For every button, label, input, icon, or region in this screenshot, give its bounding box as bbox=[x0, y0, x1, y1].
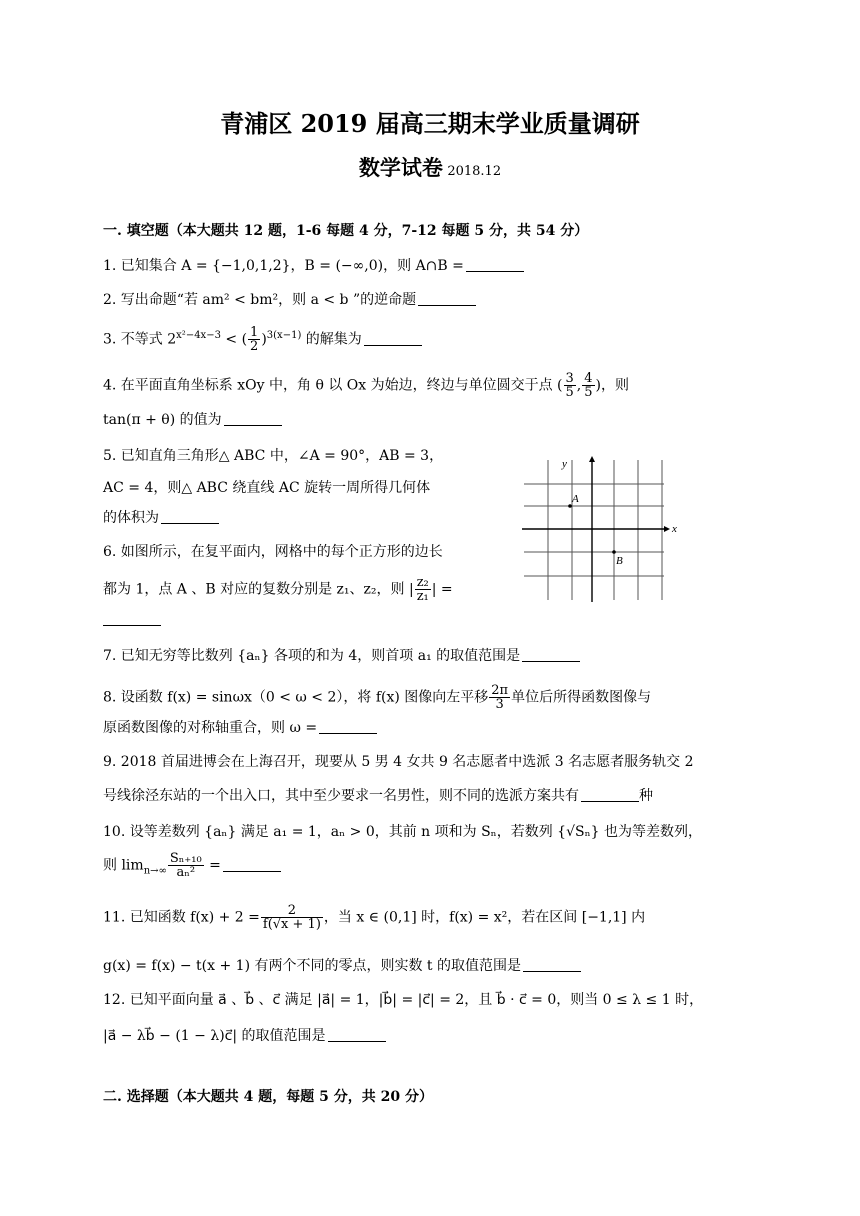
q3-text-c: ) bbox=[261, 331, 267, 348]
question-5-line3 bbox=[103, 508, 219, 528]
q10-limit-sub: n→∞ bbox=[143, 865, 167, 877]
point-b-dot bbox=[612, 550, 616, 554]
q8-fraction bbox=[489, 684, 510, 711]
q4-text-b: )，则 bbox=[595, 377, 629, 394]
question-2 bbox=[103, 290, 476, 310]
section2-heading: 二. 选择题（本大题共 4 题，每题 5 分，共 20 分） bbox=[103, 1089, 433, 1105]
subtitle-text: 数学试卷 bbox=[358, 155, 443, 180]
q3-exponent-2: 3(x−1) bbox=[266, 330, 302, 341]
fraction-denominator: f(√x + 1) bbox=[262, 917, 321, 932]
q4-text-c: tan(π + θ) 的值为 bbox=[103, 412, 222, 428]
answer-blank bbox=[328, 1027, 386, 1042]
q4-text-a: 4. 在平面直角坐标系 xOy 中，角 θ 以 Ox 为始边，终边与单位圆交于点 ( bbox=[103, 377, 563, 394]
y-axis-label: y bbox=[562, 458, 567, 470]
fraction-denominator: 5 bbox=[584, 385, 593, 400]
page-subtitle bbox=[0, 152, 860, 182]
fraction-denominator: 2 bbox=[250, 339, 259, 355]
q3-exponent: x²−4x−3 bbox=[176, 330, 221, 341]
question-10-line1: 10. 设等差数列 {aₙ} 满足 a₁ = 1，aₙ > 0，其前 n 项和为 Sₙ，若数列 {√Sₙ} 也为等差数列， bbox=[103, 824, 703, 840]
q3-text-a: 3. 不等式 2 bbox=[103, 331, 177, 348]
q1-text: 1. 已知集合 A = {−1,0,1,2}，B = (−∞,0)，则 A∩B = bbox=[103, 258, 464, 274]
exam-date: 2018.12 bbox=[447, 164, 502, 179]
question-1 bbox=[103, 256, 524, 276]
fraction-denominator: z₁ bbox=[416, 589, 429, 604]
answer-blank bbox=[364, 331, 422, 346]
question-10-line2 bbox=[103, 852, 281, 881]
fraction-numerator: 1 bbox=[250, 325, 259, 341]
fraction-denominator: 3 bbox=[495, 697, 504, 712]
answer-blank bbox=[418, 291, 476, 306]
q6-fraction bbox=[415, 576, 431, 603]
q4-fraction-1 bbox=[564, 372, 576, 399]
answer-blank bbox=[522, 647, 580, 662]
fraction-denominator: aₙ² bbox=[176, 865, 196, 880]
q11-text-a: 11. 已知函数 f(x) + 2 = bbox=[103, 909, 260, 926]
fraction-numerator: 2 bbox=[261, 904, 323, 918]
question-6-line2 bbox=[103, 576, 453, 603]
x-axis-label: x bbox=[672, 523, 677, 535]
fraction-numerator: z₂ bbox=[416, 575, 429, 590]
q8-text-c: 原函数图像的对称轴重合，则 ω = bbox=[103, 720, 318, 736]
q11-text-b: ，当 x ∈ (0,1] 时，f(x) = x²，若在区间 [−1,1] 内 bbox=[323, 909, 646, 926]
q11-fraction bbox=[261, 904, 323, 931]
section1-heading: 一. 填空题（本大题共 12 题，1-6 每题 4 分，7-12 每题 5 分，共 54 分） bbox=[103, 223, 589, 239]
q8-text-a: 8. 设函数 f(x) = sinωx（0 < ω < 2），将 f(x) 图像向左平移 bbox=[103, 689, 489, 706]
fraction-numerator: 2π bbox=[491, 683, 509, 698]
question-5-line1: 5. 已知直角三角形△ ABC 中，∠A = 90°，AB = 3， bbox=[103, 448, 444, 464]
q6-text-c: | = bbox=[431, 581, 453, 598]
point-b-label: B bbox=[616, 555, 623, 567]
q3-text-d: 的解集为 bbox=[301, 331, 362, 348]
fraction-numerator: Sₙ₊₁₀ bbox=[169, 851, 202, 866]
page-title: 青浦区 2019 届高三期末学业质量调研 bbox=[220, 109, 640, 138]
point-a-label: A bbox=[572, 493, 579, 505]
q10-fraction bbox=[168, 852, 204, 879]
question-11-line2 bbox=[103, 956, 581, 976]
q5-text-c: 的体积为 bbox=[103, 510, 159, 526]
fraction-numerator: 4 bbox=[584, 371, 593, 386]
question-6-line1: 6. 如图所示，在复平面内，网格中的每个正方形的边长 bbox=[103, 544, 443, 560]
fraction-numerator: 3 bbox=[565, 371, 574, 386]
question-3 bbox=[103, 326, 422, 353]
answer-blank bbox=[581, 787, 639, 802]
q6-text-b: 都为 1，点 A 、B 对应的复数分别是 z₁、z₂，则 | bbox=[103, 581, 414, 598]
question-8-line2 bbox=[103, 718, 377, 738]
answer-blank bbox=[223, 857, 281, 872]
q3-fraction bbox=[248, 326, 260, 353]
answer-blank bbox=[161, 509, 219, 524]
answer-blank bbox=[319, 719, 377, 734]
question-4-line2 bbox=[103, 410, 282, 430]
question-6-line3 bbox=[103, 610, 161, 630]
question-11-line1 bbox=[103, 904, 645, 931]
q4-fraction-2 bbox=[582, 372, 594, 399]
question-9-line1: 9. 2018 首届进博会在上海召开，现要从 5 男 4 女共 9 名志愿者中选派 3 名志愿者服务轨交 2 bbox=[103, 754, 694, 770]
q7-text: 7. 已知无穷等比数列 {aₙ} 各项的和为 4，则首项 a₁ 的取值范围是 bbox=[103, 648, 521, 664]
q2-text: 2. 写出命题“若 am² < bm²，则 a < b ”的逆命题 bbox=[103, 292, 417, 308]
q8-text-b: 单位后所得函数图像与 bbox=[511, 689, 652, 706]
answer-blank bbox=[523, 957, 581, 972]
q9-text-c: 种 bbox=[639, 788, 653, 804]
complex-plane-grid bbox=[518, 456, 678, 604]
question-5-line2: AC = 4，则△ ABC 绕直线 AC 旋转一周所得几何体 bbox=[103, 480, 431, 496]
answer-blank bbox=[224, 411, 282, 426]
q11-text-c: g(x) = f(x) − t(x + 1) 有两个不同的零点，则实数 t 的取值范围是 bbox=[103, 958, 522, 974]
question-7 bbox=[103, 646, 580, 666]
answer-blank bbox=[103, 611, 161, 626]
q10-text-c: = bbox=[204, 857, 221, 874]
question-9-line2 bbox=[103, 786, 653, 806]
answer-blank bbox=[466, 257, 524, 272]
q3-text-b: < ( bbox=[220, 331, 248, 348]
question-12-line2 bbox=[103, 1026, 386, 1046]
q10-text-b: 则 lim bbox=[103, 857, 144, 874]
q9-text-b: 号线徐泾东站的一个出入口，其中至少要求一名男性，则不同的选派方案共有 bbox=[103, 788, 579, 804]
question-4-line1: 4. 在平面直角坐标系 xOy 中，角 θ 以 Ox 为始边，终边与单位圆交于点 ( $\frac{3}{5}$ , $\frac{4}{5}$ )，则 bbox=[103, 371, 629, 400]
fraction-denominator: 5 bbox=[565, 385, 574, 400]
question-12-line1: 12. 已知平面向量 a⃗ 、b⃗ 、c⃗ 满足 |a⃗| = 1，|b⃗| = |c⃗| = 2，且 b⃗ · c⃗ = 0，则当 0 ≤ λ ≤ 1 时， bbox=[103, 992, 704, 1008]
q12-text-b: |a⃗ − λb⃗ − (1 − λ)c⃗| 的取值范围是 bbox=[103, 1028, 326, 1044]
question-8-line1 bbox=[103, 684, 651, 711]
